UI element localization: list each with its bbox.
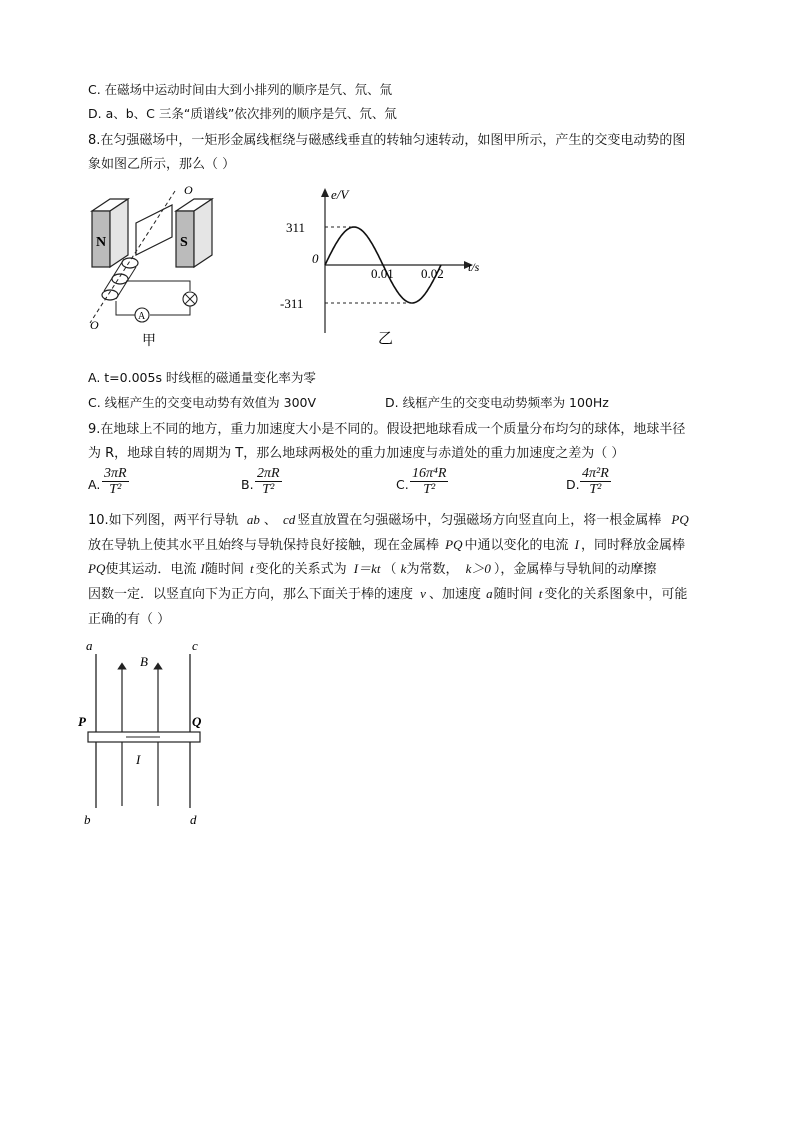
- q8-option-d: D. 线框产生的交变电动势频率为 100Hz: [385, 395, 609, 410]
- q10-var-cd: cd: [282, 512, 296, 527]
- q10-text: 放在导轨上使其水平且始终与导轨保持良好接触，现在金属棒: [88, 538, 440, 553]
- q10-var-t: t: [538, 586, 543, 601]
- rail-label-c: c: [192, 638, 198, 653]
- q10-text: 为常数，: [406, 562, 459, 577]
- q9-option-b-letter: B.: [241, 477, 254, 492]
- q10-var-pq: PQ: [88, 561, 106, 576]
- q9-option-b-fraction: [255, 466, 282, 497]
- q9-option-c-fraction: [410, 466, 448, 497]
- q8-option-a: A. t=0.005s 时线框的磁通量变化率为零: [88, 370, 316, 385]
- q10-var-a: a: [486, 586, 493, 601]
- q10-line1: [88, 509, 689, 528]
- q10-text: 变化的关系图象中，可能: [544, 587, 688, 602]
- q10-text: （: [383, 562, 397, 577]
- rail-label-a: a: [86, 638, 93, 653]
- magnet-s-label: S: [180, 235, 188, 250]
- q10-text: 随时间: [493, 587, 533, 602]
- rail-label-b: b: [84, 812, 91, 827]
- field-label-b: B: [140, 654, 148, 669]
- q10-text: 10.如下列图，两平行导轨: [88, 513, 239, 528]
- y-tick-neg311: -311: [280, 296, 304, 311]
- q7-option-c: C. 在磁场中运动时间由大到小排列的顺序是氕、氘、氚: [88, 82, 393, 97]
- bar-label-q: Q: [192, 714, 202, 729]
- x-tick-002: 0.02: [421, 266, 444, 281]
- axis-o-bottom: O: [90, 318, 99, 332]
- ammeter-label: A: [138, 311, 146, 322]
- q9-option-c-letter: C.: [396, 477, 409, 492]
- q10-var-pq: PQ: [445, 537, 463, 552]
- q10-line3: [88, 558, 656, 577]
- q10-k-condition: k＞0: [465, 561, 491, 576]
- x-tick-001: 0.01: [371, 266, 394, 281]
- q10-var-i: I: [200, 561, 205, 576]
- y-axis-arrow: [321, 188, 329, 197]
- q10-text: 中通以变化的电流: [464, 538, 569, 553]
- q8-stem-line2: 象如图乙所示，那么（ ）: [88, 157, 236, 172]
- q10-var-ab: ab: [246, 512, 260, 527]
- q7-option-d: D. a、b、C 三条“质谱线”依次排列的顺序是氕、氘、氚: [88, 106, 397, 121]
- q10-text: ），金属棒与导轨间的动摩擦: [493, 562, 657, 577]
- fig-yi-caption: 乙: [378, 331, 394, 347]
- q10-var-v: v: [420, 586, 426, 601]
- q10-var-i: I: [574, 537, 579, 552]
- q10-text: 竖直放置在匀强磁场中，匀强磁场方向竖直向上，将一根金属棒: [297, 513, 662, 528]
- q9-option-d-den: T²: [589, 482, 602, 497]
- q9-option-b-den: T²: [262, 482, 275, 497]
- q10-text: 变化的关系式为: [255, 562, 347, 577]
- q9-option-a-letter: A.: [88, 477, 101, 492]
- q10-text: 、加速度: [428, 587, 481, 602]
- y-axis-label: e/V: [331, 187, 349, 202]
- q10-var-k: k: [400, 561, 407, 576]
- fig-jia-caption: 甲: [142, 334, 156, 349]
- q8-figure-jia: [80, 183, 220, 353]
- q10-rails-figure: [74, 636, 214, 832]
- q9-option-d-num: 4π²R: [582, 466, 609, 481]
- q9-option-c-num: 16π⁴R: [412, 466, 447, 481]
- q9-option-d-fraction: [580, 466, 611, 497]
- q10-text: ，同时释放金属棒: [581, 538, 686, 553]
- q10-line2: [88, 534, 685, 553]
- q9-option-c-den: T²: [423, 482, 436, 497]
- q10-var-pq: PQ: [671, 512, 689, 527]
- q10-formula: I＝kt: [353, 561, 381, 576]
- q10-text: 、: [263, 513, 277, 528]
- q10-line5: 正确的有（ ）: [88, 612, 171, 627]
- y-tick-311: 311: [286, 220, 306, 235]
- q10-text: 随时间: [204, 562, 244, 577]
- q10-text: 因数一定．以竖直向下为正方向，那么下面关于棒的速度: [88, 587, 414, 602]
- q9-stem-line1: 9.在地球上不同的地方，重力加速度大小是不同的。假设把地球看成一个质量分布均匀的球体，地球半径: [88, 422, 686, 437]
- q8-option-c: C. 线框产生的交变电动势有效值为 300V: [88, 395, 317, 410]
- q10-text: 使其运动．电流: [105, 562, 197, 577]
- x-axis-label: t/s: [468, 260, 480, 274]
- q10-line4: [88, 583, 687, 602]
- q8-chart-yi: [280, 183, 490, 353]
- q10-var-t: t: [250, 561, 254, 576]
- q9-stem-line2: 为 R，地球自转的周期为 T，那么地球两极处的重力加速度与赤道处的重力加速度之差为（ ）: [88, 446, 625, 461]
- axis-o-top: O: [184, 183, 193, 197]
- rail-label-d: d: [190, 812, 197, 827]
- q9-option-d-letter: D.: [566, 477, 580, 492]
- magnet-n-label: N: [96, 235, 107, 250]
- q9-option-a-num: 3πR: [104, 466, 127, 481]
- q9-option-a-fraction: [102, 466, 129, 497]
- q9-option-a-den: T²: [109, 482, 122, 497]
- origin-label: 0: [312, 251, 319, 266]
- q9-option-b-num: 2πR: [257, 466, 280, 481]
- q8-stem-line1: 8.在匀强磁场中，一矩形金属线框绕与磁感线垂直的转轴匀速转动，如图甲所示，产生的交变电动势的图: [88, 133, 686, 148]
- current-label-i: I: [136, 752, 141, 767]
- bar-label-p: P: [78, 714, 86, 729]
